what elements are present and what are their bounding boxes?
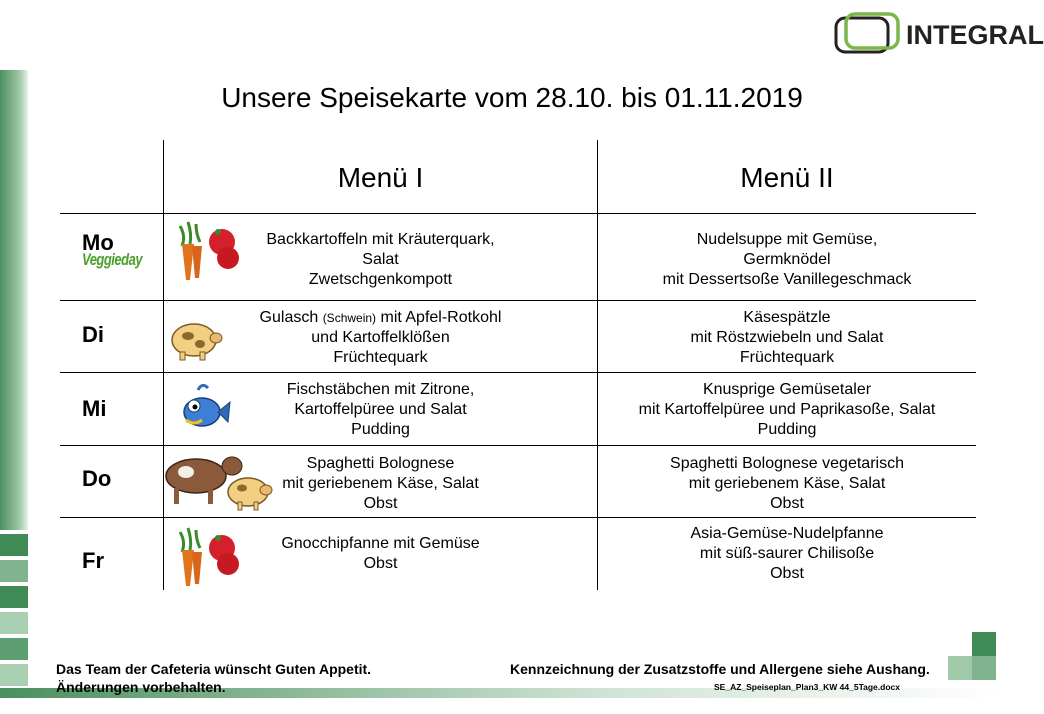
dish-line: Kartoffelpüree und Salat — [294, 401, 467, 418]
dish-line: Obst — [770, 495, 804, 512]
footer-filename: SE_AZ_Speiseplan_Plan3_KW 44_5Tage.docx — [714, 682, 900, 692]
header-menu-1: Menü I — [337, 162, 424, 193]
dish-line: Spaghetti Bolognese — [306, 455, 455, 472]
integral-logo — [832, 12, 1044, 56]
dish-line: Knusprige Gemüsetaler — [702, 381, 872, 398]
dish-line: mit geriebenem Käse, Salat — [688, 475, 886, 492]
do-menu2 — [598, 454, 976, 514]
di-menu2 — [598, 308, 976, 368]
dish-line: Asia-Gemüse-Nudelpfanne — [690, 525, 884, 542]
day-label-mo: Mo — [82, 230, 114, 255]
decorative-square — [0, 586, 28, 608]
page-title: Unsere Speisekarte vom 28.10. bis 01.11.2019 — [221, 82, 803, 113]
dish-line: mit Dessertsoße Vanillegeschmack — [662, 271, 912, 288]
decorative-square — [0, 560, 28, 582]
dish-line: mit Röstzwiebeln und Salat — [690, 329, 884, 346]
dish-line: Germknödel — [743, 251, 831, 268]
row-divider — [60, 213, 976, 214]
footer-left — [56, 660, 371, 696]
dish-line: mit geriebenem Käse, Salat — [282, 475, 479, 492]
decorative-square — [0, 664, 28, 686]
dish-line: Obst — [770, 565, 804, 582]
day-label-do: Do — [82, 466, 112, 491]
fr-menu1 — [164, 534, 597, 574]
day-label-fr: Fr — [82, 548, 104, 573]
dish-line: und Kartoffelklößen — [311, 329, 450, 346]
mo-menu2 — [598, 230, 976, 290]
decorative-side-bar — [0, 70, 28, 530]
fr-menu2 — [598, 524, 976, 584]
row-divider — [60, 300, 976, 301]
dish-line: Salat — [362, 251, 399, 268]
mi-menu2 — [598, 380, 976, 440]
decorative-square — [0, 534, 28, 556]
di-menu1 — [164, 308, 597, 368]
decorative-square — [972, 656, 996, 680]
dish-line: Gnocchipfanne mit Gemüse — [281, 535, 480, 552]
row-divider — [60, 372, 976, 373]
dish-line: Pudding — [757, 421, 817, 438]
decorative-square — [0, 612, 28, 634]
header-menu-2: Menü II — [740, 162, 834, 193]
dish-line: Spaghetti Bolognese vegetarisch — [670, 455, 904, 472]
do-menu1 — [164, 454, 597, 514]
dish-line: Obst — [363, 555, 398, 572]
dish-line: Käsespätzle — [743, 309, 831, 326]
logo-mark-icon — [832, 12, 904, 56]
footer-greeting: Das Team der Cafeteria wünscht Guten Appetit. — [56, 661, 372, 677]
day-label-mi: Mi — [82, 396, 107, 421]
dish-line: Fischstäbchen mit Zitrone, — [286, 381, 475, 398]
mo-menu1 — [164, 230, 597, 290]
veggieday-badge: Veggieday — [82, 250, 143, 269]
dish-line: Obst — [363, 495, 398, 512]
row-divider — [60, 445, 976, 446]
footer-allergen-note: Kennzeichnung der Zusatzstoffe und Allergene siehe Aushang. — [510, 661, 930, 677]
logo-text: INTEGRAL — [906, 20, 1044, 50]
decorative-square — [972, 632, 996, 656]
mi-menu1 — [164, 380, 597, 440]
row-divider — [60, 517, 976, 518]
dish-line: mit Kartoffelpüree und Paprikasoße, Salat — [638, 401, 936, 418]
dish-line: mit süß-saurer Chilisoße — [699, 545, 875, 562]
footer-disclaimer: Änderungen vorbehalten. — [56, 679, 226, 695]
dish-line: Früchtequark — [739, 349, 835, 366]
decorative-square — [948, 656, 972, 680]
dish-line: Backkartoffeln mit Kräuterquark, — [266, 231, 495, 248]
dish-line: Gulasch (Schwein) mit Apfel-Rotkohl — [259, 309, 502, 326]
dish-line: Zwetschgenkompott — [308, 271, 453, 288]
decorative-square — [0, 638, 28, 660]
dish-line: Pudding — [351, 421, 410, 438]
dish-line: Nudelsuppe mit Gemüse, — [696, 231, 878, 248]
dish-line: Früchtequark — [333, 349, 428, 366]
menu-table — [60, 140, 976, 590]
day-label-di: Di — [82, 322, 104, 347]
